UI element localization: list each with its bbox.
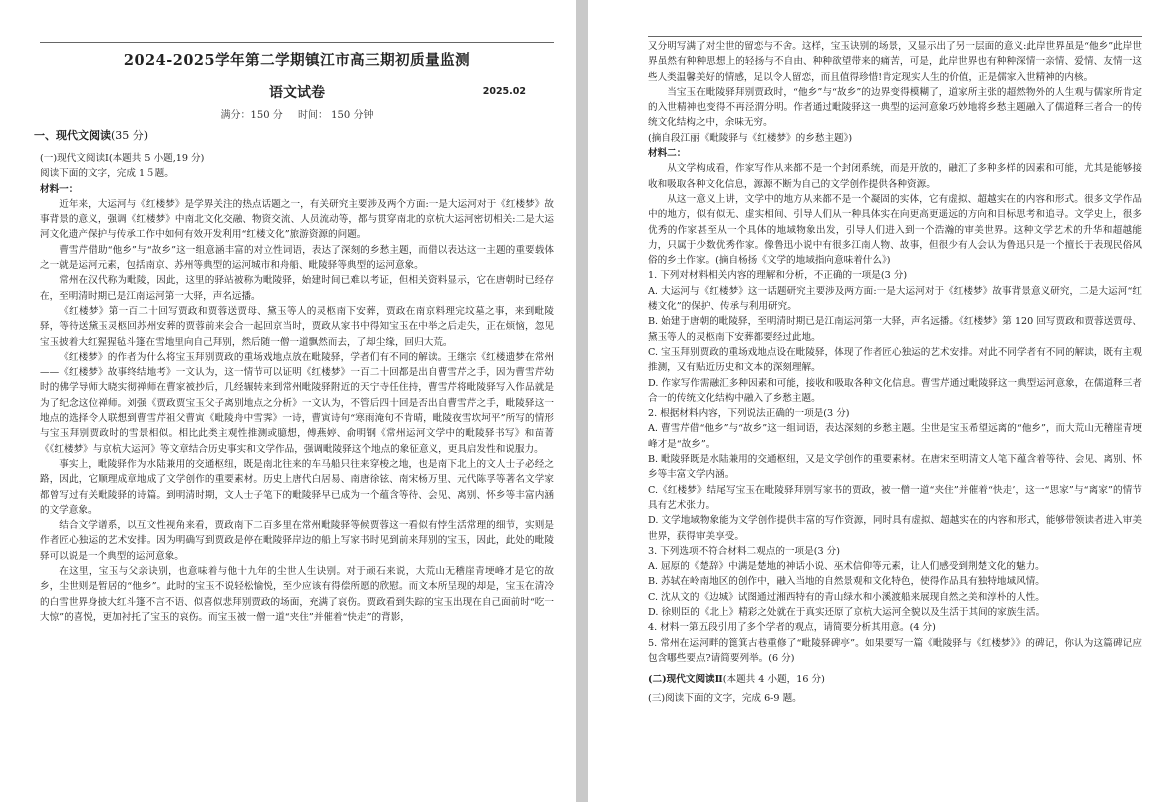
question-5: 5. 常州在运河畔的篦箕古巷重修了“毗陵驿碑亭”。如果要写一篇《毗陵驿与《红楼梦》》的碑记，你认为这篇碑记应包含哪些要点?请简要列举。(6 分) — [648, 637, 1142, 664]
paragraph: 结合文学谱系，以互文性视角来看，贾政南下二百多里在常州毗陵驿等候贾蓉这一看似有悖生活常理的细节，实则是作者匠心独运的艺术安排。因为明确写到贾政是停在毗陵驿岸边的船上写家书时见到前来拜别的宝玉，因此，此处的毗陵驿可以说是一个典型的运河意象。 — [40, 520, 554, 562]
top-rule — [648, 36, 1142, 37]
question-3-stem: 3. 下列选项不符合材料二观点的一项是(3 分) — [648, 545, 840, 557]
exam-meta — [40, 106, 554, 121]
question-2-option: D. 文学地域物象能为文学创作提供丰富的写作资源，同时具有虚拟、超越实在的内容和形式，能够带领读者进入审美世界，获得审美享受。 — [648, 515, 1142, 542]
source-citation: (摘自段江丽《毗陵驿与《红楼梦》的乡愁主题》) — [648, 132, 853, 144]
paragraph: 事实上，毗陵驿作为水陆兼用的交通枢纽，既是南北往来的车马船只往来穿梭之地，也是南下北上的文人士子必经之路，因此，它顺理成章地成了文学创作的重要素材。历史上唐代白居易、南唐徐铉、南宋杨万里、元代陈孚等著名文学家都曾写过有关毗陵驿的诗篇。到明清时期，文人士子笔下的毗陵驿早已成为一个蕴含等待、会见、离别、怀乡等丰富内涵的文学意象。 — [40, 458, 554, 516]
top-rule — [40, 42, 554, 43]
part1-title: (一)现代文阅读Ⅰ(本题共 5 小题,19 分) — [40, 153, 205, 164]
material2-label: 材料二： — [648, 148, 687, 160]
part2-title: (二)现代文阅读Ⅱ — [648, 674, 723, 686]
question-3-option: A. 屈原的《楚辞》中满是楚地的神话小说、巫术信仰等元素，让人们感受到荆楚文化的魅力。 — [648, 561, 1045, 573]
paragraph: 在这里，宝玉与父亲诀别，也意味着与他十九年的尘世人生诀别。对于顽石来说，大荒山无稽崖青埂峰才是它的故乡，尘世则是暂居的“他乡”。此时的宝玉不说轻松愉悦，至少应该有得偿所愿的欣慰。而文本所呈现的却是，宝玉在清冷的白雪世界身披大红斗篷不言不语、似喜似悲拜别贾政的场面，充满了哀伤。贾政看到失踪的宝玉出现在自己面前时“吃一大惊”的喜悦，更加衬托了宝玉的哀伤。而宝玉被一僧一道“夹住”并催着“快走”的背影， — [40, 566, 554, 623]
question-1-option: C. 宝玉拜别贾政的重场戏地点设在毗陵驿，体现了作者匠心独运的艺术安排。对此不同学者有不同的解读，既有主观推测，又有贴近历史和文本的深刻理解。 — [648, 346, 1142, 374]
question-2-option: C.《红楼梦》结尾写宝玉在毗陵驿拜别写家书的贾政，被一僧一道“夹住”并催着“快走’，这一“思家”与“离家”的情节具有艺术张力。 — [648, 484, 1142, 511]
left-page — [0, 0, 576, 802]
question-4: 4. 材料一第五段引用了多个学者的观点，请简要分析其用意。(4 分) — [648, 622, 936, 634]
question-3-option: B. 苏轼在岭南地区的创作中，融入当地的自然景观和文化特色，使得作品具有独特地域风情。 — [648, 576, 1045, 588]
full-marks: 满分：150 分 — [220, 110, 283, 121]
subject-title: 语文试卷 — [269, 85, 325, 101]
question-2-stem: 2. 根据材料内容，下列说法正确的一项是(3 分) — [648, 408, 850, 420]
right-page — [588, 0, 1164, 802]
part3-instruction: (三)阅读下面的文字，完成 6-9 题。 — [648, 693, 802, 705]
question-2-option: B. 毗陵驿既是水陆兼用的交通枢纽，又是文学创作的重要素材。在唐宋至明清文人笔下蕴含着等待、会见、离别、怀乡等丰富文学内涵。 — [648, 454, 1142, 481]
exam-title: 2024-2025学年第二学期镇江市高三期初质量监测 — [123, 52, 471, 69]
question-1-option: D. 作家写作需融汇多种因素和可能，接收和吸取各种文化信息。曹雪芹通过毗陵驿这一典型运河意象，在儒道释三者合一的传统文化结构中融入了乡愁主题。 — [648, 377, 1142, 404]
question-1-stem: 1. 下列对材料相关内容的理解和分析，不正确的一项是(3 分) — [648, 270, 908, 282]
paragraph: 曹雪芹借助“他乡”与“故乡”这一组意涵丰富的对立性词语，表达了深刻的乡愁主题，而借以表达这一主题的重要载体之一就是运河元素，包括南京、苏州等典型的运河城市和舟船、毗陵驿等典型的运河意象。 — [40, 244, 554, 272]
question-3-option: C. 沈从文的《边城》试图通过湘西特有的青山绿水和小溪渡船来展现自然之美和淳朴的人性。 — [648, 591, 1045, 603]
section1-heading — [34, 127, 554, 143]
paragraph: 常州在汉代称为毗陵，因此，这里的驿站被称为毗陵驿，始建时间已难以考证，但相关资料显示，它在唐朝时已经存在，至明清时期已是江南运河第一大驿，声名远播。 — [40, 275, 554, 302]
question-3-option: D. 徐则臣的《北上》精彩之处就在于真实还原了京杭大运河全貌以及生活于其间的家族生活。 — [648, 606, 1046, 618]
exam-date: 2025.02 — [482, 86, 526, 97]
paragraph: 又分明写满了对尘世的留恋与不舍。这样，宝玉诀别的场景，又显示出了另一层面的意义:此岸世界虽是“他乡”此岸世界虽然有种种思想上的轻扬与不自由、种种欲望带来的痛苦，可是，此岸世界也有种种深情一亲情、爱情、友情一这些人类温馨美好的情感，足以令人留恋，而且值得珍惜!肯定现实人生的价值，正是儒家入世精神的内核。 — [648, 41, 1142, 83]
part2-heading — [648, 672, 1142, 687]
section1-title: 一、现代文阅读 — [34, 129, 111, 142]
question-1-option: A. 大运河与《红楼梦》这一话题研究主要涉及两方面:一是大运河对于《红楼梦》故事背景意义研究，二是大运河“红楼文化”的保护、传承与利用研究。 — [648, 285, 1142, 313]
material1-label: 材料一： — [40, 183, 79, 195]
paragraph: 《红楼梦》第一百二十回写贾政和贾蓉送贾母、黛玉等人的灵柩南下安葬，贾政在南京料理完坟墓之事，来到毗陵驿，等待送黛玉灵柩回苏州安葬的贾蓉前来会合一起回京当时，贾政从家书中得知宝玉在中举之后走失，正在烦恼，忽见宝玉披着大红猩猩毡斗篷在雪地里向自己拜别，然后随一僧一道飘然而去，了却尘缘，回归大荒。 — [40, 305, 554, 348]
part2-score: (本题共 4 小题，16 分) — [722, 674, 825, 686]
paragraph: 近年来，大运河与《红楼梦》是学界关注的热点话题之一，有关研究主要涉及两个方面:一是大运河对于《红楼梦》故事背景的意义，强调《红楼梦》中南北文化交融、物资交流、人员流动等，都与贯穿南北的京杭大运河密切相关:二是大运河文化遗产保护与传承工作中如何有效开发利用“红楼文化”旅游资源的问题。 — [40, 198, 554, 241]
question-2-option: A. 曹雪芹借“他乡”与“故乡”这一组词语，表达深刻的乡愁主题。尘世是宝玉希望远离的“他乡”，而大荒山无稽崖青埂峰才是“故乡”。 — [648, 423, 1142, 450]
exam-time: 时间： 150 分钟 — [298, 110, 374, 121]
subject-row — [40, 82, 554, 104]
question-1-option: B. 始建于唐朝的毗陵驿，至明清时期已是江南运河第一大驿，声名远播。《红楼梦》第 120 回写贾政和贾蓉送贾母、黛玉等人的灵柩南下安葬都要经过此地。 — [648, 316, 1142, 343]
section1-score: (35 分) — [111, 129, 149, 142]
paragraph: 当宝玉在毗陵驿拜别贾政时，“他乡”与“故乡”的边界变得模糊了，道家所主张的超然物外的人生观与儒家所肯定的入世精神也变得不再泾渭分明。作者通过毗陵驿这一典型的运河意象巧妙地将乡愁主题融入了儒道释三者合一的传统文化结构之中，余味无穷。 — [648, 86, 1142, 129]
paragraph: 《红楼梦》的作者为什么将宝玉拜别贾政的重场戏地点放在毗陵驿，学者们有不同的解读。王继宗《红楼遗梦在常州——《红楼梦》故事终结地考》一文认为，这一情节可以证明《红楼梦》一百二十回都是出自曹雪芹之手，因为曹雪芹幼时的佛学导师大晓实彻禅师在曹家被抄后，几经辗转来到常州毗陵驿附近的天宁寺任住持，曹雪芹将毗陵驿写入作品就是为了纪念这位禅师。刘强《贾政贾宝玉父子离别地点之分析》一文认为，不管后四十回是否出自曹雪芹之手，毗陵驿这一地点的选择令人联想到曹雪芹祖父曹寅《毗陵舟中雪霁》一诗，曹寅诗句“寒雨淹旬不肯晴，毗陵夜雪坎坷平”所写的情形与宝玉拜别贾政时的雪景相似。相比此类主观性推测或臆想，傅燕婷、俞明钢《常州运河文学中的毗陵驿书写》和苗菁《《红楼梦》与京杭大运河》等文章结合历史事实和文学作品，强调毗陵驿这个地点的象征意义，更具启发性和说服力。 — [40, 351, 554, 455]
paragraph: 从这一意义上讲，文学中的地方从来都不是一个凝固的实体，它有虚拟、超越实在的内容和形式。很多文学作品中的地方，似有似无、虚实相间、引导人们从一种具体实在向更高更遥远的方向和目标思考和追寻。文学史上，很多优秀的作家甚至从一个具体的地域物象出发，引导人们进入到一个浩瀚的审美世界。这种文学艺术的升华和超越能力，只属于少数优秀作家。像鲁迅小说中有很多江南人物、故事，但很少有人会认为鲁迅只是一个擅长于表现民俗风俗的乡土作家。(摘自杨扬《文学的地域指向意味着什么》) — [648, 193, 1142, 267]
paragraph: 从文学构成看，作家写作从来都不是一个封闭系统，而是开放的，融汇了多种多样的因素和可能，尤其是能够接收和吸取各种文化信息，源源不断为自己的文学创作提供各种资源。 — [648, 163, 1142, 190]
instruction: 阅读下面的文字，完成 1５题。 — [40, 168, 174, 180]
